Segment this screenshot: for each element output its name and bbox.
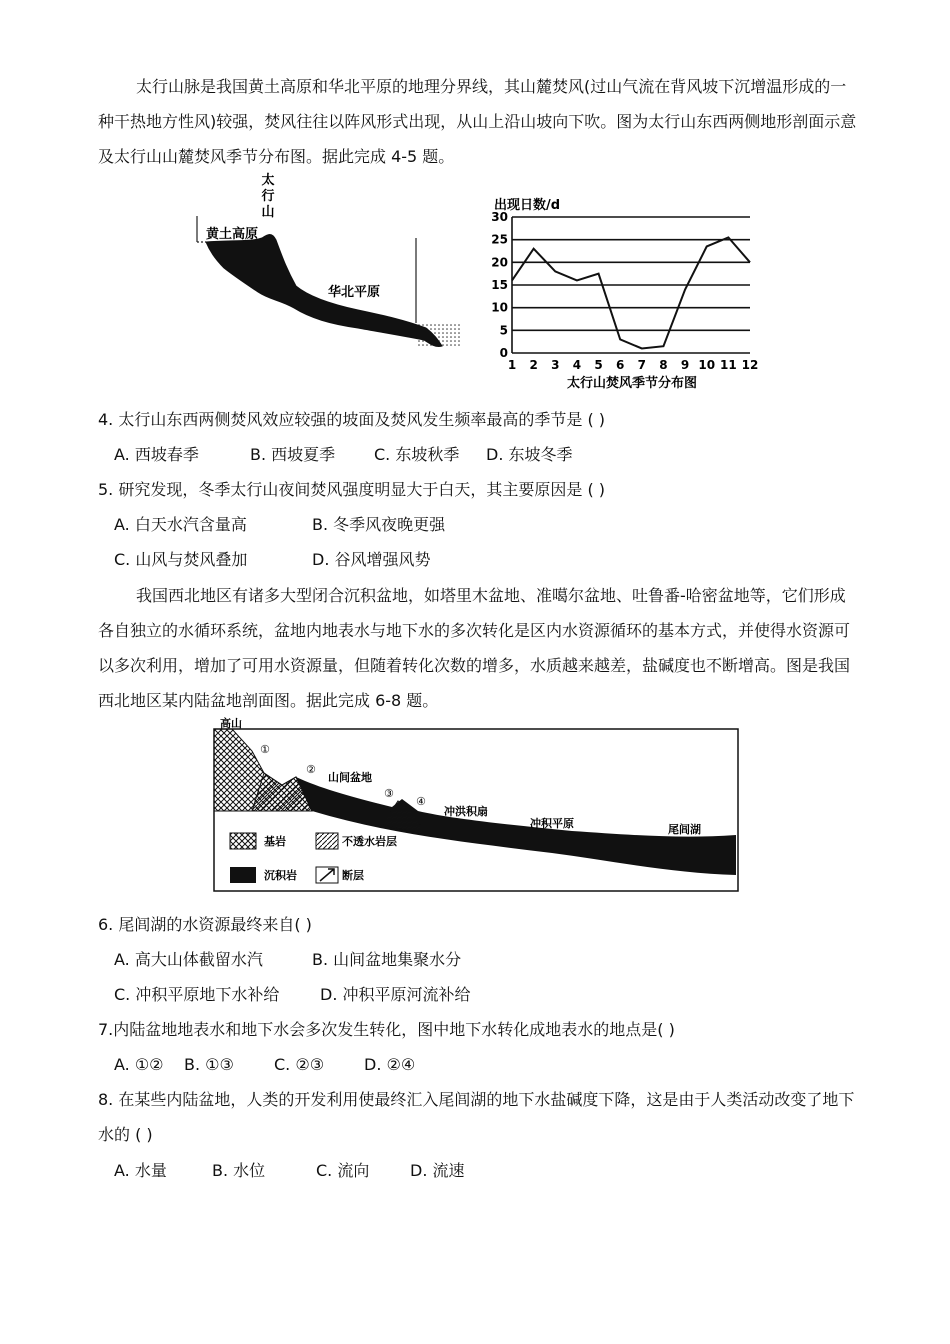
x-tick-label: 11: [720, 358, 737, 372]
q6-stem: 6. 尾闾湖的水资源最终来自( ): [98, 915, 312, 934]
legend-sedimentary-swatch: [230, 867, 256, 883]
foehn-days-series: [512, 237, 750, 348]
y-tick-label: 10: [491, 300, 508, 315]
q5-options-row2: [114, 549, 431, 571]
q6-options-row1: [114, 949, 461, 971]
q7-option-d[interactable]: D. ②④: [364, 1055, 416, 1074]
q6-option-d[interactable]: D. 冲积平原河流补给: [320, 985, 471, 1004]
marker-4: ④: [416, 795, 426, 808]
legend-fault-label: 断层: [342, 869, 364, 882]
q7-option-c[interactable]: C. ②③: [274, 1055, 325, 1074]
q4-option-d[interactable]: D. 东坡冬季: [486, 445, 573, 464]
mountain-label-char-3: 山: [261, 205, 275, 220]
marker-2: ②: [306, 763, 316, 776]
legend-sedimentary-label: 沉积岩: [264, 869, 297, 882]
q6-options-row2: [114, 984, 471, 1006]
taihang-profile-figure: [190, 168, 470, 358]
label-alluvial-plain: 冲积平原: [530, 817, 574, 830]
q8-option-d[interactable]: D. 流速: [410, 1161, 465, 1180]
q5-stem: 5. 研究发现，冬季太行山夜间焚风强度明显大于白天，其主要原因是 ( ): [98, 480, 606, 499]
chart-title: 太行山焚风季节分布图: [566, 376, 698, 391]
legend-bedrock-label: 基岩: [264, 835, 286, 848]
q5-option-c[interactable]: C. 山风与焚风叠加: [114, 550, 248, 569]
q8-option-c[interactable]: C. 流向: [316, 1161, 370, 1180]
legend-impermeable-label: 不透水岩层: [342, 835, 397, 848]
x-tick-label: 8: [659, 358, 668, 372]
terrain-silhouette: [206, 235, 442, 347]
q5-options-row1: [114, 514, 445, 536]
q6-option-a[interactable]: A. 高大山体截留水汽: [114, 950, 263, 969]
x-tick-label: 9: [680, 358, 690, 372]
q5-option-a[interactable]: A. 白天水汽含量高: [114, 515, 247, 534]
y-tick-label: 0: [499, 346, 508, 360]
q6-option-c[interactable]: C. 冲积平原地下水补给: [114, 985, 280, 1004]
q5-option-d[interactable]: D. 谷风增强风势: [312, 550, 431, 569]
y-tick-label: 25: [491, 232, 508, 247]
q6-option-b[interactable]: B. 山间盆地集聚水分: [312, 950, 462, 969]
x-tick-label: 5: [594, 358, 603, 372]
plain-label: 华北平原: [328, 285, 381, 300]
marker-3: ③: [384, 787, 394, 800]
q8-options: [114, 1160, 465, 1182]
x-tick-label: 1: [507, 358, 517, 372]
q4-option-b[interactable]: B. 西坡夏季: [250, 445, 336, 464]
q7-option-b[interactable]: B. ①③: [184, 1055, 234, 1074]
q4-options: [114, 444, 573, 466]
inland-basin-profile-figure: [212, 715, 742, 895]
x-tick-label: 4: [572, 358, 582, 372]
y-tick-label: 15: [491, 278, 508, 292]
foehn-season-chart: [482, 175, 772, 395]
y-tick-label: 30: [491, 210, 508, 224]
q4-stem: 4. 太行山东西两侧焚风效应较强的坡面及焚风发生频率最高的季节是 ( ): [98, 410, 606, 429]
label-high-mountain: 高山: [220, 717, 242, 730]
marker-1: ①: [260, 743, 270, 756]
x-tick-label: 10: [698, 358, 716, 372]
q7-option-a[interactable]: A. ①②: [114, 1055, 164, 1074]
q8-option-b[interactable]: B. 水位: [212, 1161, 266, 1180]
chart-ylabel: 出现日数/d: [494, 198, 561, 213]
label-terminal-lake: 尾闾湖: [668, 823, 701, 836]
label-alluvial-fan: 冲洪积扇: [444, 805, 488, 818]
y-tick-label: 5: [499, 323, 508, 338]
plateau-label: 黄土高原: [206, 227, 259, 242]
x-tick-label: 2: [529, 358, 538, 372]
passage-1: 太行山脉是我国黄土高原和华北平原的地理分界线，其山麓焚风(过山气流在背风坡下沉增温形成的一种干热地方性风)较强，焚风往往以阵风形式出现，从山上沿山坡向下吹。图为太行山东西两侧地形剖面示意及太行山山麓焚风季节分布图。据此完成 4-5 题。: [98, 77, 857, 166]
label-intermountain-basin: 山间盆地: [328, 771, 372, 784]
legend-impermeable-swatch: [316, 833, 338, 849]
x-tick-label: 7: [637, 358, 646, 372]
q7-stem: 7.内陆盆地地表水和地下水会多次发生转化，图中地下水转化成地表水的地点是( ): [98, 1020, 675, 1039]
q4-option-a[interactable]: A. 西坡春季: [114, 445, 199, 464]
y-tick-label: 20: [491, 255, 508, 270]
q8-option-a[interactable]: A. 水量: [114, 1161, 167, 1180]
x-tick-label: 6: [616, 358, 625, 372]
q4-option-c[interactable]: C. 东坡秋季: [374, 445, 460, 464]
legend-bedrock-swatch: [230, 833, 256, 849]
x-tick-label: 3: [551, 358, 560, 372]
q5-option-b[interactable]: B. 冬季风夜晚更强: [312, 515, 446, 534]
passage-2: 我国西北地区有诸多大型闭合沉积盆地，如塔里木盆地、准噶尔盆地、吐鲁番-哈密盆地等，它们形成各自独立的水循环系统，盆地内地表水与地下水的多次转化是区内水资源循环的基本方式，并使得水资源可以多次利用，增加了可用水资源量，但随着转化次数的增多，水质越来越差，盐碱度也不断增高。图是我国西北地区某内陆盆地剖面图。据此完成 6-8 题。: [98, 586, 851, 710]
q7-options: [114, 1054, 415, 1076]
mountain-label-char-2: 行: [261, 189, 275, 204]
x-tick-label: 12: [741, 358, 759, 372]
mountain-label-char-1: 太: [261, 173, 275, 188]
q8-stem: 8. 在某些内陆盆地，人类的开发利用使最终汇入尾闾湖的地下水盐碱度下降，这是由于人类活动改变了地下水的 ( ): [98, 1090, 855, 1144]
